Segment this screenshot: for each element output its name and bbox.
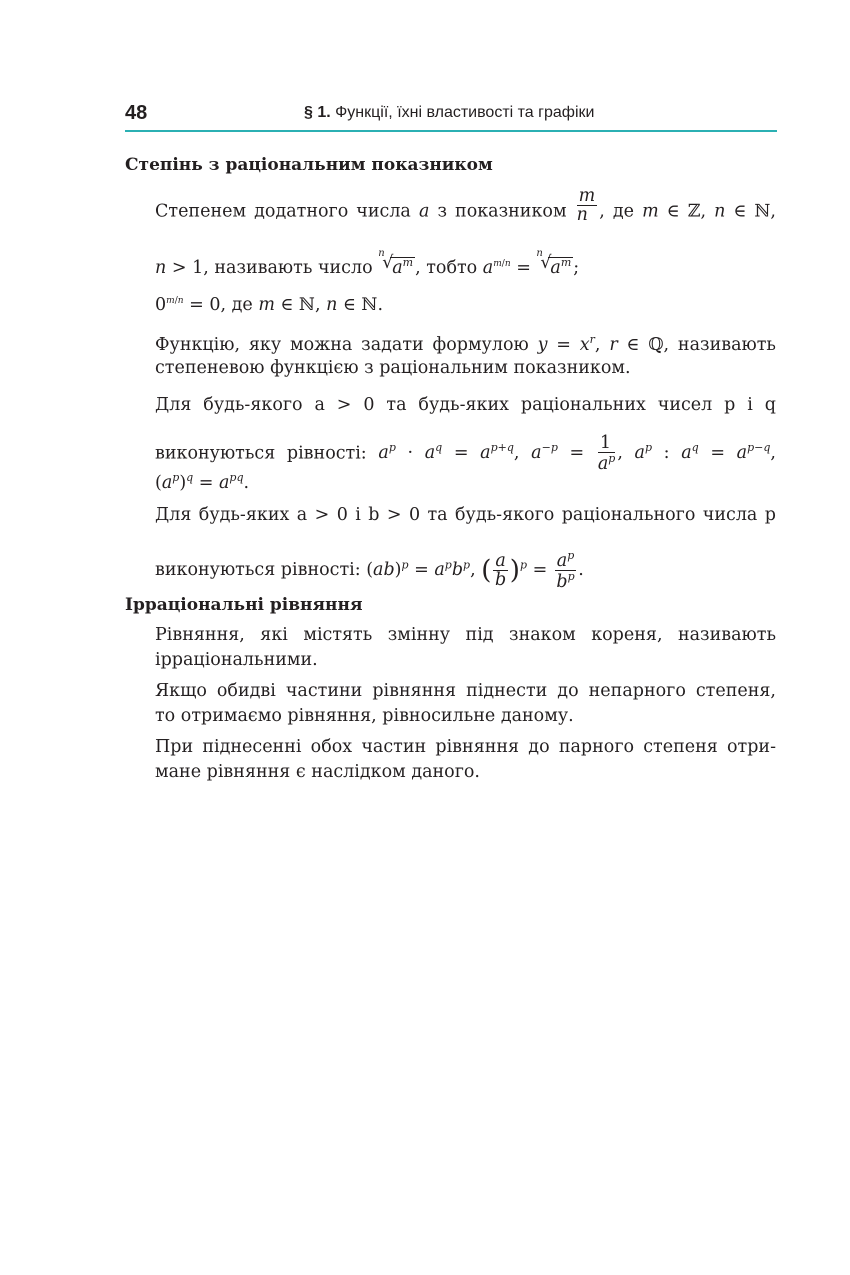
running-header: [125, 100, 777, 132]
section-title-irrational: Ірраціональні рівняння: [125, 595, 363, 615]
text: виконуються рівності:: [155, 443, 367, 464]
irrational-line2: ірраціональними.: [155, 650, 318, 670]
properties-line2: виконуються рівності: $a^p \cdot a^q = a^{p+q}$, $a^{-p}$ = $\frac{1}{a^p}$ , $a^p$ : $a^q = a^{p-q}$,: [155, 433, 776, 475]
powers-def-line1: Степенем додатного числа a з показником $\frac{m}{n}$ , де m ∈ ℤ, n ∈ ℕ,: [155, 186, 776, 226]
irrational-line1: Рівняння, які містять змінну під знаком кореня, називають: [155, 625, 776, 645]
even-power-line2: мане рівняння є наслідком даного.: [155, 762, 480, 782]
power-function-line1: Функцію, яку можна задати формулою $y = x^r$, r ∈ ℚ, називають: [155, 333, 776, 355]
text: називають число: [214, 257, 373, 278]
running-title: [304, 104, 594, 122]
page-number: 48: [125, 102, 148, 124]
text: тобто: [426, 257, 478, 278]
properties-line1: Для будь-якого a > 0 та будь-яких раціональних чисел p і q: [155, 395, 776, 415]
odd-power-line2: то отримаємо рівняння, рівносильне даному.: [155, 706, 574, 726]
odd-power-line1: Якщо обидві частини рівняння піднести до непарного степеня,: [155, 681, 776, 701]
text: називають: [677, 334, 776, 355]
section-mark: § 1.: [304, 104, 331, 121]
properties-line3: $(a^p)^q = a^{pq}$.: [155, 471, 250, 493]
text: де: [231, 295, 253, 315]
section-title: Функції, їхні властивості та графіки: [335, 104, 595, 121]
properties-ab-line2: виконуються рівності: $(ab)^p = a^pb^p$, ( $\frac{a}{b}$ )$^p$ = $\frac{a^p}{b^p}$ .: [155, 549, 584, 593]
powers-def-line3: $0^{m/n} = 0$, де m ∈ ℕ, n ∈ ℕ.: [155, 295, 384, 315]
power-function-line2: степеневою функцією з раціональним показником.: [155, 358, 631, 378]
properties-ab-line1: Для будь-яких a > 0 і b > 0 та будь-якого раціонального числа p: [155, 505, 776, 525]
text: виконуються рівності:: [155, 560, 361, 581]
powers-def-line2: n > 1, називають число n √ $a^m$ , тобто $a^{m/n}$ = n √ $a^m$ ;: [155, 248, 580, 278]
text: з показником: [437, 201, 567, 222]
text: де: [612, 201, 634, 222]
even-power-line1: При піднесенні обох частин рівняння до парного степеня отри-: [155, 737, 776, 757]
text: Функцію, яку можна задати формулою: [155, 334, 529, 355]
section-title-powers: Степінь з раціональним показником: [125, 155, 493, 175]
text: Степенем додатного числа: [155, 201, 411, 222]
